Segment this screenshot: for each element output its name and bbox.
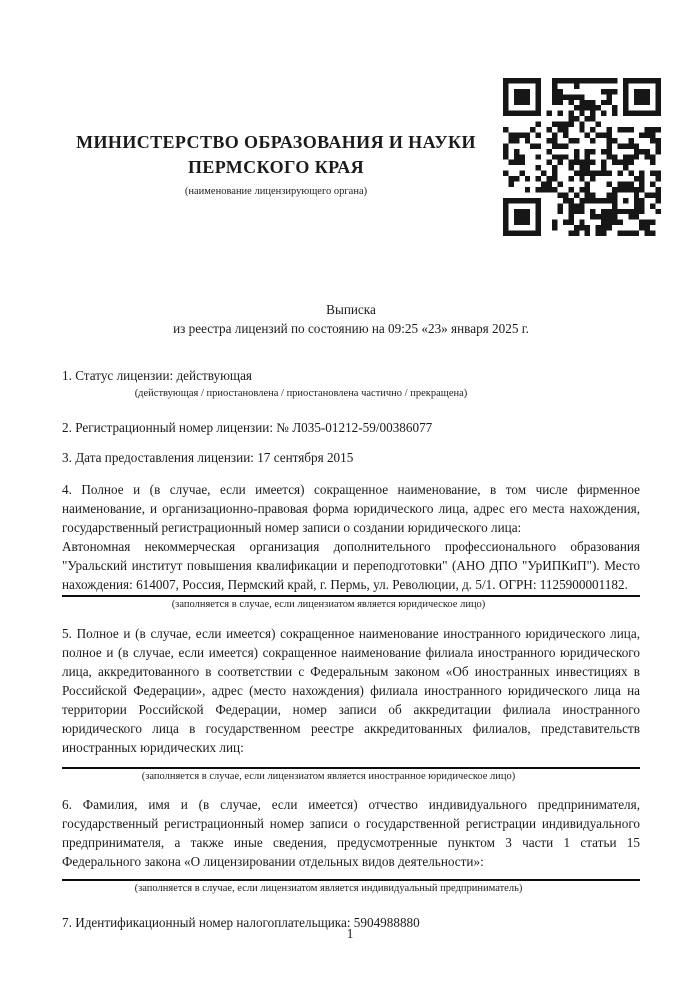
fill-in-rule-legal-entity: [62, 595, 640, 597]
qr-code: [503, 78, 661, 236]
document-title-line2: из реестра лицензий по состоянию на 09:25 «23» января 2025 г.: [173, 321, 529, 336]
item-legal-entity-text: 4. Полное и (в случае, если имеется) сокращенное наименование, в том числе фирменное наименование, и организационно-правовая форма юридического лица, адрес его места нахождения, государственный регистрационный номер записи о создании юридического лица:: [62, 482, 640, 535]
entrepreneur-caption: (заполняется в случае, если лицензиатом является индивидуальный предприниматель): [134, 883, 523, 894]
authority-name-line1: МИНИСТЕРСТВО ОБРАЗОВАНИЯ И НАУКИ: [76, 132, 476, 152]
qr-code-image: [503, 78, 661, 236]
fill-in-rule-entrepreneur: [62, 879, 640, 881]
authority-name-line2: ПЕРМСКОГО КРАЯ: [187, 157, 365, 177]
item-taxpayer-number: 7. Идентификационный номер налогоплательщика: 5904988880: [62, 915, 420, 930]
fill-in-rule-foreign-entity: [62, 767, 640, 769]
page-number: 1: [346, 926, 354, 941]
item-registration-number: 2. Регистрационный номер лицензии: № Л035-01212-59/00386077: [62, 420, 433, 435]
item-entrepreneur-text: 6. Фамилия, имя и (в случае, если имеется) отчество индивидуального предпринимателя, государственный регистрационный номер записи о государственной регистрации индивидуального предпринимателя, а также иные сведения, предусмотренные пунктом 3 части 1 статьи 15 Федерального закона «О лицензировании отдельных видов деятельности»:: [62, 797, 640, 869]
licensing-authority-header: [56, 130, 496, 198]
item-license-status: 1. Статус лицензии: действующая: [62, 368, 253, 383]
document-title-line1: Выписка: [326, 302, 376, 317]
item-foreign-entity-text: 5. Полное и (в случае, если имеется) сокращенное наименование иностранного юридического лица, полное и (в случае, если имеется) сокращенное наименование филиала иностранного юридического лица, аккредитованного в соответствии с Федеральным законом «Об иностранных инвестициях в Российской Федерации», адрес (место нахождения) филиала иностранного юридического лица на территории Российской Федерации, номер записи об аккредитации филиала иностранного юридического лица в государственном реестре аккредитованных филиалов, представительств иностранных юридических лиц:: [62, 626, 640, 755]
legal-entity-caption: (заполняется в случае, если лицензиатом является юридическое лицо): [171, 599, 486, 610]
item-legal-entity-value: Автономная некоммерческая организация дополнительного профессионального образования "Уральский институт повышения квалификации и переподготовки" (АНО ДПО "УрИПКиП"). Место нахождения: 614007, Россия, Пермский край, г. Пермь, ул. Революции, д. 5/1. ОГРН: 1125900001182.: [62, 539, 640, 592]
authority-caption: (наименование лицензирующего органа): [184, 186, 368, 197]
item-license-status-caption: (действующая / приостановлена / приостановлена частично / прекращена): [134, 388, 468, 399]
item-grant-date: 3. Дата предоставления лицензии: 17 сентября 2015: [62, 450, 354, 465]
document-body: [62, 300, 640, 932]
document-title: [62, 300, 640, 338]
foreign-entity-caption: (заполняется в случае, если лицензиатом является иностранное юридическое лицо): [141, 771, 516, 782]
